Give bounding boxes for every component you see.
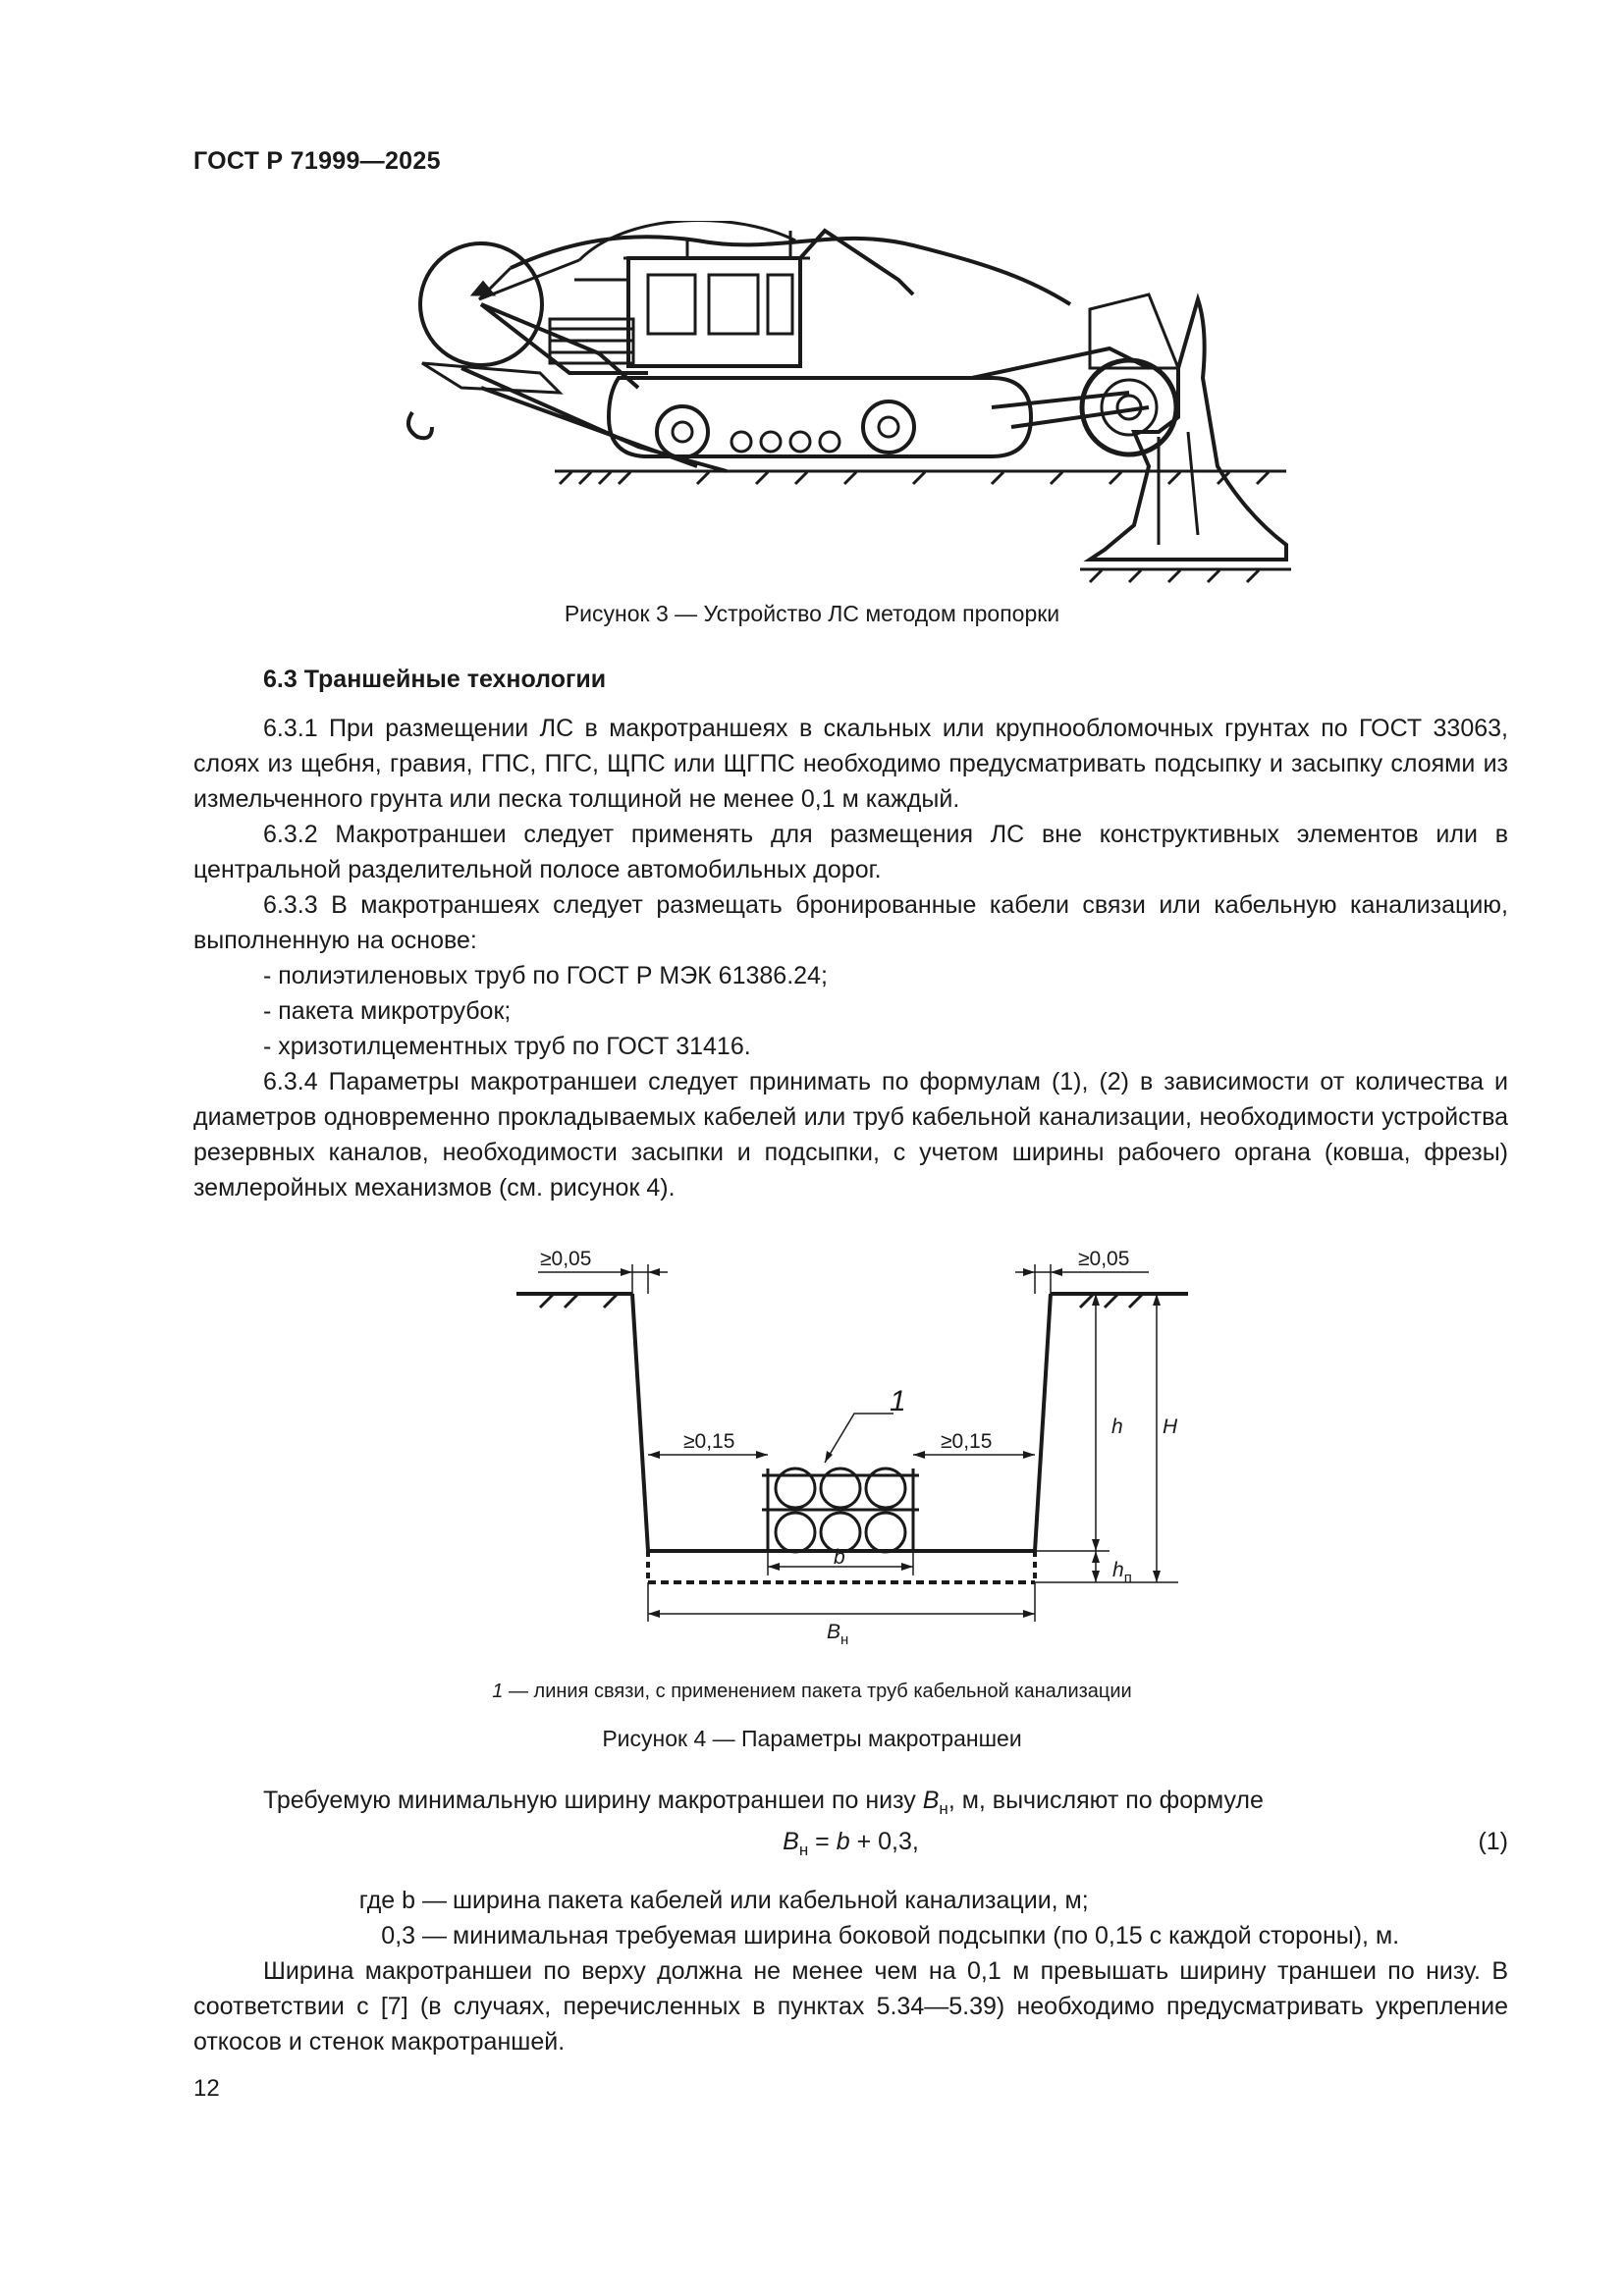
list-item: - пакета микротрубок; [263,997,512,1025]
list-item: - хризотилцементных труб по ГОСТ 31416. [263,1033,751,1060]
where-row [193,1918,1508,1953]
figure-3-drawing [403,221,1306,589]
paragraph-6-3-2: 6.3.2 Макротраншеи следует применять для размещения ЛС вне конструктивных элементов или в центральной разделительной полосе автомобильных дорог. [193,821,1508,883]
formula-intro: Требуемую минимальную ширину макротраншеи по низу $B_н$, м, вычисляют по формуле [263,1787,1264,1818]
where-row [193,1883,1508,1918]
where-value: ширина пакета кабелей или кабельной канализации, м; [453,1887,1089,1914]
dimension-label: $B_н$ [827,1621,849,1648]
rear-wheel [1082,360,1176,454]
dimension-label: b [834,1546,845,1569]
standard-header: ГОСТ Р 71999—2025 [193,147,441,175]
paragraph-6-3-3: 6.3.3 В макротраншеях следует размещать бронированные кабели связи или кабельную канализацию, выполненную на основе: [193,891,1508,954]
section-title: 6.3 Траншейные технологии [263,666,607,693]
dimension-label: h [1111,1415,1123,1438]
dimension-label: ≥0,05 [1078,1248,1130,1270]
dimension-label: ≥0,05 [540,1248,592,1270]
where-key: где b — [358,1887,447,1914]
list-item: - полиэтиленовых труб по ГОСТ Р МЭК 61386.24; [263,962,828,989]
figure-4-diagram [511,1237,1198,1649]
dimension-label: ≥0,15 [941,1430,993,1453]
plow-blade [1090,299,1286,560]
body-text [193,711,1508,1205]
page-number: 12 [193,2075,220,2102]
final-paragraph: Ширина макротраншеи по верху должна не менее чем на 0,1 м превышать ширину траншеи по низу. В соответствии с [7] (в случаях, перечисленных в пунктах 5.34—5.39) необходимо предусматривать укрепление откосов и стенок макротраншей. [193,1957,1508,2056]
dimension-label: ≥0,15 [683,1430,735,1453]
legend-text: — линия связи, с применением пакета труб кабельной канализации [503,1681,1132,1702]
where-key: 0,3 — [381,1922,447,1949]
figure-4-caption: Рисунок 4 — Параметры макротраншеи [602,1726,1022,1751]
paragraph-6-3-1: 6.3.1 При размещении ЛС в макротраншеях в скальных или крупнообломочных грунтах по ГОСТ 33063, слоях из щебня, гравия, ГПС, ПГС, ЩПС или ЩГПС необходимо предусматривать подсыпку и засыпку слоями из измельченного грунта или песка толщиной не менее 0,1 м каждый. [193,715,1508,813]
formula-number: (1) [1478,1828,1508,1855]
legend-number: 1 [492,1681,504,1702]
dimension-label: $h_п$ [1112,1559,1132,1586]
trench-wall-left [632,1294,648,1551]
figure-3-caption: Рисунок 3 — Устройство ЛС методом пропорки [564,601,1060,626]
dimension-label: H [1163,1415,1178,1438]
pipe-package [762,1468,919,1552]
item-number: 1 [890,1385,906,1417]
where-value: минимальная требуемая ширина боковой подсыпки (по 0,15 с каждой стороны), м. [453,1922,1400,1949]
paragraph-6-3-4: 6.3.4 Параметры макротраншеи следует принимать по формулам (1), (2) в зависимости от количества и диаметров одновременно прокладываемых кабелей или труб кабельной канализации, необходимости устройства резервных каналов, необходимости засыпки и подсыпки, с учетом ширины рабочего органа (ковша, фрезы) землеройных механизмов (см. рисунок 4). [193,1068,1508,1201]
where-list [193,1883,1508,1953]
trench-wall-right [1035,1294,1051,1551]
figure-4-legend [0,1681,1624,1703]
formula-1: $B_н = b + 0,3$, (1) [783,1828,1508,1859]
